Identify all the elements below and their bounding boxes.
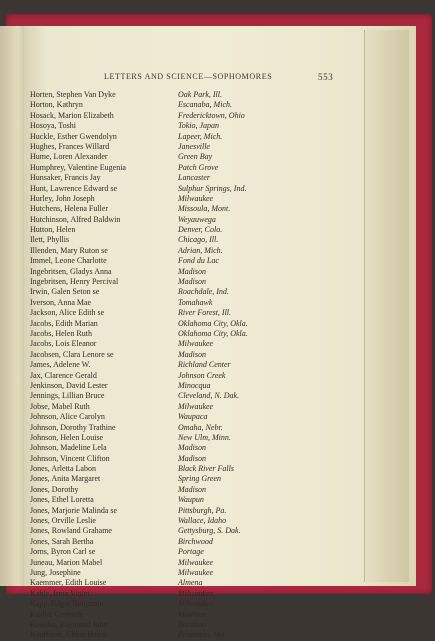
student-name: Jacobsen, Clara Lenore se — [30, 349, 114, 359]
student-name: Johnson, Madeline Lela — [30, 443, 107, 453]
list-item — [30, 423, 360, 433]
list-item — [30, 152, 360, 162]
hometown: Portage — [178, 547, 204, 557]
list-item — [30, 132, 360, 142]
student-name: Hume, Loren Alexander — [30, 152, 108, 162]
hometown: Oak Park, Ill. — [178, 90, 222, 99]
hometown: Almena — [178, 578, 203, 588]
list-item — [30, 121, 360, 131]
hometown: Princeton, Mo. — [178, 630, 227, 640]
student-name: Hunsaker, Francis Jay — [30, 173, 101, 183]
hometown: Escanaba, Mich. — [178, 100, 232, 110]
student-name: Jones, Dorothy — [30, 484, 79, 494]
list-item — [30, 194, 360, 204]
list-item — [30, 142, 360, 152]
list-item — [30, 371, 360, 381]
list-item — [30, 464, 360, 474]
hometown: Madison — [178, 349, 206, 359]
student-name: Kahle, Irma Violet — [30, 588, 90, 598]
hometown: Milwaukee — [178, 588, 214, 598]
list-item — [30, 277, 360, 287]
list-item — [30, 568, 360, 578]
student-name: Horten, Stephen Van Dyke — [30, 90, 116, 99]
list-item — [30, 184, 360, 194]
list-item — [30, 537, 360, 547]
student-name: Johnson, Alice Carolyn — [30, 412, 105, 422]
student-name: Jones, Marjorie Malinda se — [30, 505, 118, 515]
student-name: Jones, Arletta Labon — [30, 464, 96, 474]
hometown: New Ulm, Minn. — [178, 432, 231, 442]
list-item — [30, 558, 360, 568]
hometown: Tokio, Japan — [178, 121, 220, 131]
list-item — [30, 433, 360, 443]
student-name: Jones, Orville Leslie — [30, 516, 96, 526]
list-item — [30, 474, 360, 484]
hometown: Chicago, Ill. — [178, 235, 219, 245]
hometown: Birchwood — [178, 536, 213, 546]
list-item — [30, 402, 360, 412]
student-name: Kaslin, Gertrude — [30, 609, 84, 619]
student-name: Hurley, John Joseph — [30, 193, 95, 203]
student-name: Hutchens, Helena Fuller — [30, 204, 108, 214]
hometown: Waupun — [178, 495, 204, 505]
hometown: Sulphur Springs, Ind. — [178, 183, 247, 193]
hometown: Johnson Creek — [178, 370, 226, 380]
hometown: Janesville — [178, 141, 210, 151]
student-name: Hunt, Lawrence Edward se — [30, 183, 118, 193]
hometown: Oklahoma City, Okla. — [178, 328, 248, 338]
list-item — [30, 516, 360, 526]
list-item — [30, 225, 360, 235]
hometown: Omaha, Nebr. — [178, 422, 223, 432]
list-item — [30, 485, 360, 495]
hometown: Madison — [178, 277, 206, 287]
hometown: Green Bay — [178, 152, 213, 162]
student-name: Hosoya, Toshi — [30, 121, 76, 131]
student-name: Irwin, Galen Seton se — [30, 287, 100, 297]
list-item — [30, 204, 360, 214]
hometown: Adrian, Mich. — [178, 245, 223, 255]
hometown: Madison — [178, 484, 206, 494]
student-name: Jones, Rowland Grahame — [30, 526, 112, 536]
list-item — [30, 506, 360, 516]
list-item — [30, 443, 360, 453]
list-item — [30, 630, 360, 640]
hometown: Madison — [178, 266, 206, 276]
student-name: Johnson, Vincent Clifton — [30, 453, 110, 463]
hometown: River Forest, Ill. — [178, 308, 232, 318]
list-item — [30, 454, 360, 464]
student-name: Humphrey, Valentine Eugenia — [30, 162, 126, 172]
hometown: Cleveland, N. Dak. — [178, 391, 240, 401]
hometown: Milwaukee — [178, 567, 214, 577]
hometown: Lancaster — [178, 173, 210, 183]
student-name: Jones, Sarah Bertha — [30, 536, 94, 546]
student-name: Ingebritsen, Henry Percival — [30, 277, 119, 287]
list-item — [30, 246, 360, 256]
list-item — [30, 381, 360, 391]
student-name: Huckle, Esther Gwendolyn — [30, 131, 117, 141]
hometown: Milwaukee — [178, 339, 214, 349]
student-name: Johnson, Dorothy Trathine — [30, 422, 116, 432]
hometown: Roachdale, Ind. — [178, 287, 229, 297]
facing-page-edge — [0, 26, 27, 586]
list-item — [30, 620, 360, 630]
hometown: Weyauwega — [178, 214, 216, 224]
student-name: Jones, Ethel Loretta — [30, 495, 94, 505]
hometown: Spring Green — [178, 474, 222, 484]
list-item — [30, 90, 360, 100]
student-name: James, Adelene W. — [30, 360, 91, 370]
hometown: Milwaukee — [178, 193, 214, 203]
hometown: Milwaukee — [178, 557, 214, 567]
list-item — [30, 163, 360, 173]
list-item — [30, 339, 360, 349]
student-name: Ilett, Phyllis — [30, 235, 70, 245]
hometown: Missoula, Mont. — [178, 204, 231, 214]
student-name: Jennings, Lillian Bruce — [30, 391, 105, 401]
page-title: LETTERS AND SCIENCE—SOPHOMORES — [104, 72, 273, 81]
hometown: Milwaukee — [178, 599, 214, 609]
student-name: Ingebritsen, Gladys Anna — [30, 266, 112, 276]
student-name: Hosack, Marion Elizabeth — [30, 110, 114, 120]
list-item — [30, 111, 360, 121]
student-name: Jorns, Byron Carl se — [30, 547, 96, 557]
list-item — [30, 256, 360, 266]
hometown: Denver, Colo. — [178, 225, 223, 235]
list-item — [30, 319, 360, 329]
hometown: Patch Grove — [178, 162, 219, 172]
hometown: Madison — [178, 443, 206, 453]
running-header — [60, 72, 380, 86]
student-name: Hutton, Helen — [30, 225, 76, 235]
student-name: Hughes, Frances Willard — [30, 141, 110, 151]
hometown: Fond du Lac — [178, 256, 219, 266]
hometown: Fredericktown, Ohio — [178, 110, 245, 120]
student-name: Hutchinson, Alfred Baldwin — [30, 214, 121, 224]
list-item — [30, 589, 360, 599]
list-item — [30, 267, 360, 277]
student-name: Kauffman, Chloe Helen — [30, 630, 107, 640]
hometown: Madison — [178, 453, 206, 463]
student-name: Illenden, Mary Ruton se — [30, 245, 108, 255]
list-item — [30, 215, 360, 225]
student-name: Kaemmer, Edith Louise — [30, 578, 107, 588]
hometown: Gettysburg, S. Dak. — [178, 526, 241, 536]
student-name: Jones, Anita Margaret — [30, 474, 101, 484]
hometown: Waupaca — [178, 412, 208, 422]
hometown: Minocqua — [178, 380, 211, 390]
hometown: Lapeer, Mich. — [178, 131, 223, 141]
student-name: Kapp, Edgar Benjamin — [30, 599, 104, 609]
hometown: Oklahoma City, Okla. — [178, 318, 248, 328]
list-item — [30, 578, 360, 588]
student-name: Iverson, Anna Mae — [30, 297, 92, 307]
hometown: Baraboo — [178, 619, 206, 629]
hometown: Tomahawk — [178, 297, 213, 307]
list-item — [30, 100, 360, 110]
student-name: Kasiska, Raymond John — [30, 619, 108, 629]
list-item — [30, 412, 360, 422]
student-name: Jung, Josephine — [30, 567, 81, 577]
student-name: Juneau, Marion Mabel — [30, 557, 103, 567]
student-name: Jacobs, Lois Eleanor — [30, 339, 97, 349]
hometown: Wallace, Idaho — [178, 516, 227, 526]
list-item — [30, 350, 360, 360]
list-item — [30, 547, 360, 557]
student-name: Jenkinson, David Lester — [30, 380, 108, 390]
list-item — [30, 235, 360, 245]
hometown: Black River Falls — [178, 464, 234, 474]
hometown: Pittsburgh, Pa. — [178, 505, 227, 515]
student-name: Jacobs, Helen Ruth — [30, 328, 92, 338]
list-item — [30, 360, 360, 370]
hometown: Madison — [178, 609, 206, 619]
list-item — [30, 298, 360, 308]
list-item — [30, 391, 360, 401]
student-name: Johnson, Helen Louise — [30, 432, 104, 442]
student-name: Horton, Kathryn — [30, 100, 83, 110]
student-list — [30, 90, 360, 641]
list-item — [30, 287, 360, 297]
list-item — [30, 610, 360, 620]
student-name: Immel, Leone Charlotte — [30, 256, 107, 266]
student-name: Jacobs, Edith Marian — [30, 318, 98, 328]
student-name: Jobse, Mabel Ruth — [30, 401, 90, 411]
hometown: Richland Center — [178, 360, 231, 370]
hometown: Milwaukee — [178, 401, 214, 411]
student-name: Jax, Clarence Gerald — [30, 370, 97, 380]
list-item — [30, 308, 360, 318]
list-item — [30, 329, 360, 339]
list-item — [30, 173, 360, 183]
list-item — [30, 495, 360, 505]
list-item — [30, 599, 360, 609]
list-item — [30, 526, 360, 536]
page-fore-edge — [364, 30, 409, 582]
student-name: Jackson, Alice Edith se — [30, 308, 105, 318]
page-number: 553 — [318, 72, 334, 82]
